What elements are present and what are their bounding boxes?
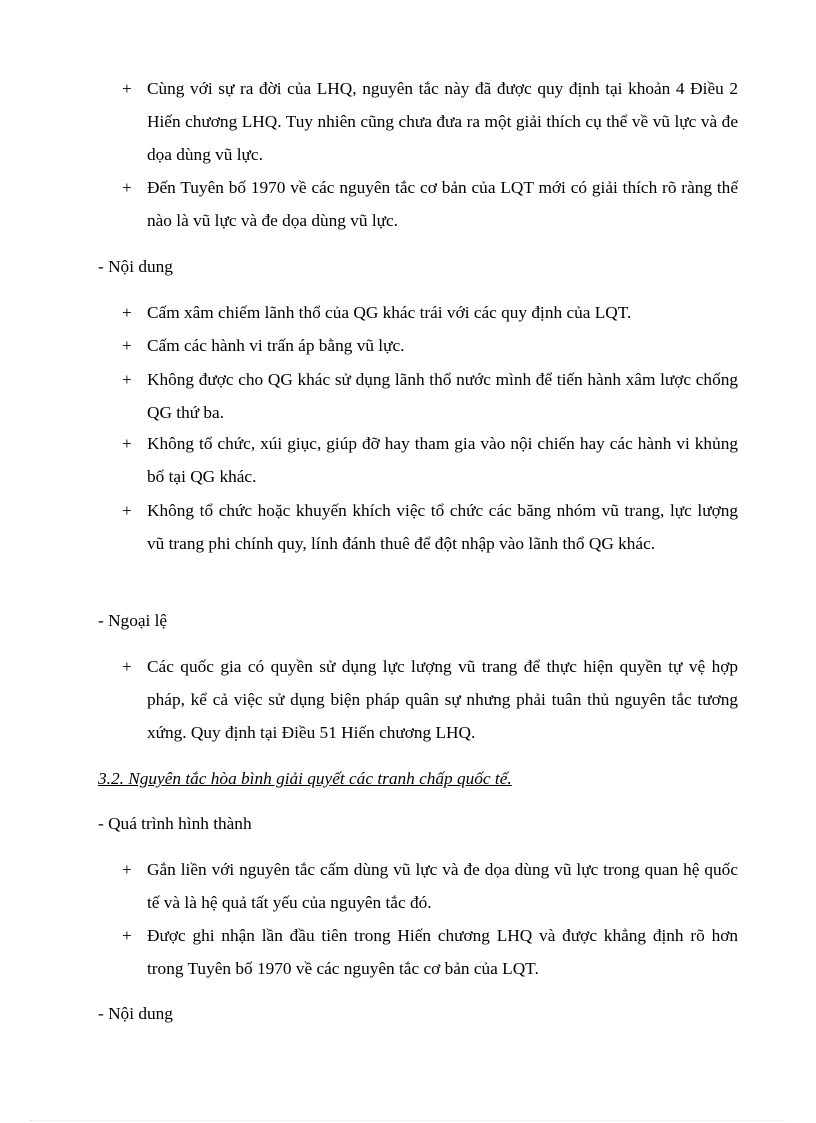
list-item-text: Được ghi nhận lần đầu tiên trong Hiến chương LHQ và được khẳng định rõ hơn trong Tuyên bố 1970 về các nguyên tắc cơ bản của LQT.: [147, 926, 738, 978]
list-item: [122, 72, 738, 171]
section-title-qua-trinh: - Quá trình hình thành: [98, 814, 252, 833]
bullet-plus: +: [122, 303, 132, 322]
list-item: [122, 296, 738, 329]
list-item-text: Cấm xâm chiếm lãnh thổ của QG khác trái với các quy định của LQT.: [147, 303, 632, 322]
list-item-text: Cùng với sự ra đời của LHQ, nguyên tắc này đã được quy định tại khoản 4 Điều 2 Hiến chương LHQ. Tuy nhiên cũng chưa đưa ra một giải thích cụ thể về vũ lực và đe dọa dùng vũ lực.: [147, 79, 738, 164]
list-item: [122, 853, 738, 919]
page-bottom-rule: [30, 1120, 786, 1121]
list-item: [122, 650, 738, 749]
bullet-plus: +: [122, 860, 132, 879]
section-title-noi-dung-2: - Nội dung: [98, 1004, 173, 1023]
section-title-ngoai-le: - Ngoại lệ: [98, 611, 168, 630]
list-item: [122, 171, 738, 237]
bullet-plus: +: [122, 657, 132, 676]
list-item-text: Cấm các hành vi trấn áp bằng vũ lực.: [147, 336, 405, 355]
list-item: [122, 329, 738, 362]
list-item-text: Các quốc gia có quyền sử dụng lực lượng vũ trang để thực hiện quyền tự vệ hợp pháp, kể cả việc sử dụng biện pháp quân sự nhưng phải tuân thủ nguyên tắc tương xứng. Quy định tại Điều 51 Hiến chương LHQ.: [147, 657, 738, 742]
bullet-plus: +: [122, 79, 132, 98]
list-item-text: Không tổ chức, xúi giục, giúp đỡ hay tham gia vào nội chiến hay các hành vi khủng bố tại QG khác.: [147, 434, 738, 486]
bullet-plus: +: [122, 926, 132, 945]
list-item: [122, 363, 738, 429]
bullet-plus: +: [122, 434, 132, 453]
list-item: [122, 427, 738, 493]
bullet-plus: +: [122, 370, 132, 389]
bullet-plus: +: [122, 178, 132, 197]
list-item-text: Đến Tuyên bố 1970 về các nguyên tắc cơ bản của LQT mới có giải thích rõ ràng thế nào là vũ lực và đe dọa dùng vũ lực.: [147, 178, 738, 230]
list-item-text: Gắn liền với nguyên tắc cấm dùng vũ lực và đe dọa dùng vũ lực trong quan hệ quốc tế và là hệ quả tất yếu của nguyên tắc đó.: [147, 860, 738, 912]
list-item: [122, 494, 738, 560]
list-item-text: Không được cho QG khác sử dụng lãnh thổ nước mình để tiến hành xâm lược chống QG thứ ba.: [147, 370, 738, 422]
section-title-noi-dung: - Nội dung: [98, 257, 173, 276]
section-heading-3-2: 3.2. Nguyên tắc hòa bình giải quyết các tranh chấp quốc tế.: [98, 769, 512, 788]
bullet-plus: +: [122, 336, 132, 355]
bullet-plus: +: [122, 501, 132, 520]
list-item-text: Không tổ chức hoặc khuyến khích việc tổ chức các băng nhóm vũ trang, lực lượng vũ trang phi chính quy, lính đánh thuê để đột nhập vào lãnh thổ QG khác.: [147, 501, 738, 553]
list-item: [122, 919, 738, 985]
